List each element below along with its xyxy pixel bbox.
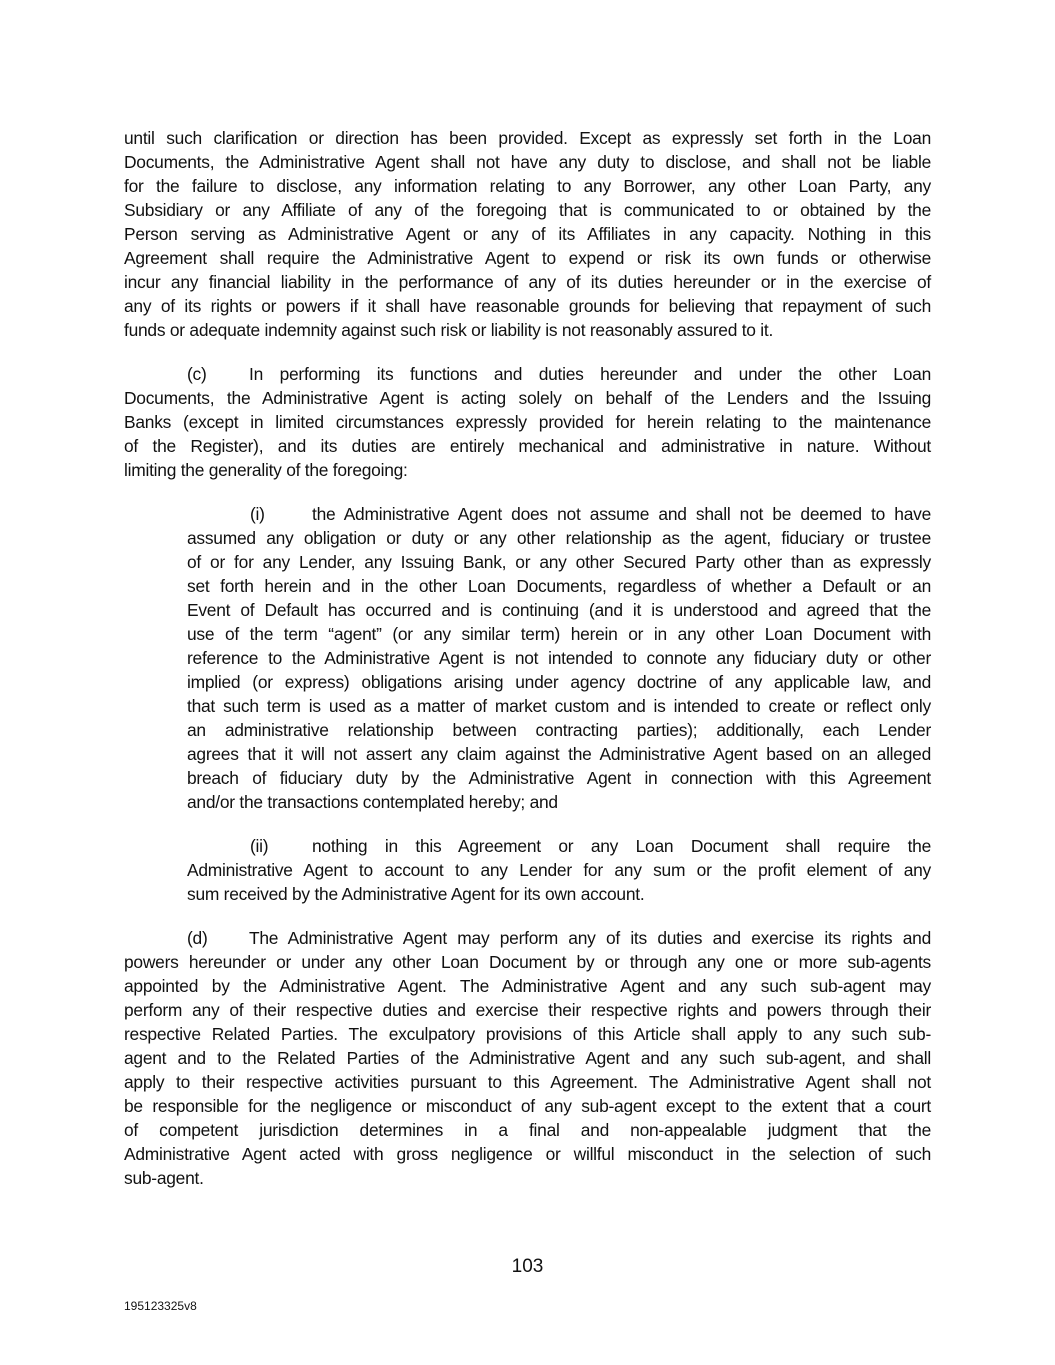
- paragraph: [187, 502, 931, 814]
- text-line: [187, 834, 931, 858]
- text-line: funds or adequate indemnity against such risk or liability is not reasonably assured to it.: [124, 320, 774, 340]
- text-line: an administrative relationship between contracting parties); additionally, each Lender: [187, 720, 931, 740]
- text-line: of the Register), and its duties are entirely mechanical and administrative in nature. Without: [124, 436, 931, 456]
- text-line: set forth herein and in the other Loan Documents, regardless of whether a Default or an: [187, 576, 931, 596]
- paragraph: [187, 834, 931, 906]
- text-line: for the failure to disclose, any information relating to any Borrower, any other Loan Party, any: [124, 176, 931, 196]
- paragraph: [124, 126, 931, 342]
- text-line: Event of Default has occurred and is continuing (and it is understood and agreed that the: [187, 600, 931, 620]
- text-line: limiting the generality of the foregoing:: [124, 460, 408, 480]
- text-line: any of its rights or powers if it shall have reasonable grounds for believing that repayment of such: [124, 296, 931, 316]
- text-line: breach of fiduciary duty by the Administrative Agent in connection with this Agreement: [187, 768, 931, 788]
- text-line: Administrative Agent to account to any Lender for any sum or the profit element of any: [187, 860, 931, 880]
- text-line: [124, 362, 931, 386]
- text-line: that such term is used as a matter of market custom and is intended to create or reflect only: [187, 696, 931, 716]
- paragraph-label: (ii): [250, 836, 269, 856]
- document-id: 195123325v8: [124, 1299, 197, 1313]
- text-line: agrees that it will not assert any claim against the Administrative Agent based on an alleged: [187, 744, 931, 764]
- text-line: [187, 502, 931, 526]
- paragraph: [124, 362, 931, 482]
- text-line: powers hereunder or under any other Loan Document by or through any one or more sub-agents: [124, 952, 931, 972]
- text-line: use of the term “agent” (or any similar term) herein or in any other Loan Document with: [187, 624, 931, 644]
- text-line: be responsible for the negligence or misconduct of any sub-agent except to the extent that a court: [124, 1096, 931, 1116]
- text-line: respective Related Parties. The exculpatory provisions of this Article shall apply to any such sub-: [124, 1024, 931, 1044]
- text-line: Administrative Agent acted with gross negligence or willful misconduct in the selection of such: [124, 1144, 931, 1164]
- text-line: Banks (except in limited circumstances expressly provided for herein relating to the maintenance: [124, 412, 931, 432]
- paragraph-label: (c): [187, 364, 207, 384]
- text-line-content: nothing in this Agreement or any Loan Document shall require the: [312, 836, 931, 856]
- text-line: sum received by the Administrative Agent for its own account.: [187, 884, 645, 904]
- text-line: Agreement shall require the Administrative Agent to expend or risk its own funds or otherwise: [124, 248, 931, 268]
- text-line: implied (or express) obligations arising under agency doctrine of any applicable law, and: [187, 672, 931, 692]
- text-line: Documents, the Administrative Agent is acting solely on behalf of the Lenders and the Issuing: [124, 388, 931, 408]
- text-line: and/or the transactions contemplated hereby; and: [187, 792, 558, 812]
- text-line: assumed any obligation or duty or any other relationship as the agent, fiduciary or trustee: [187, 528, 931, 548]
- paragraph-label: (d): [187, 928, 208, 948]
- document-body: [124, 126, 931, 1210]
- text-line: perform any of their respective duties and exercise their respective rights and powers through their: [124, 1000, 931, 1020]
- text-line: sub-agent.: [124, 1168, 204, 1188]
- text-line: of competent jurisdiction determines in a final and non-appealable judgment that the: [124, 1120, 931, 1140]
- text-line: Subsidiary or any Affiliate of any of the foregoing that is communicated to or obtained by the: [124, 200, 931, 220]
- text-line-content: In performing its functions and duties hereunder and under the other Loan: [249, 364, 931, 384]
- text-line: reference to the Administrative Agent is not intended to connote any fiduciary duty or other: [187, 648, 931, 668]
- text-line: Person serving as Administrative Agent or any of its Affiliates in any capacity. Nothing in this: [124, 224, 931, 244]
- paragraph-label: (i): [250, 504, 265, 524]
- text-line: apply to their respective activities pursuant to this Agreement. The Administrative Agent shall not: [124, 1072, 931, 1092]
- text-line: [124, 926, 931, 950]
- text-line: appointed by the Administrative Agent. The Administrative Agent and any such sub-agent may: [124, 976, 931, 996]
- text-line: agent and to the Related Parties of the Administrative Agent and any such sub-agent, and shall: [124, 1048, 931, 1068]
- text-line: until such clarification or direction has been provided. Except as expressly set forth in the Loan: [124, 128, 931, 148]
- text-line-content: the Administrative Agent does not assume and shall not be deemed to have: [312, 504, 931, 524]
- text-line: Documents, the Administrative Agent shall not have any duty to disclose, and shall not be liable: [124, 152, 931, 172]
- text-line: of or for any Lender, any Issuing Bank, or any other Secured Party other than as expressly: [187, 552, 931, 572]
- text-line-content: The Administrative Agent may perform any of its duties and exercise its rights and: [249, 928, 931, 948]
- paragraph: [124, 926, 931, 1190]
- text-line: incur any financial liability in the performance of any of its duties hereunder or in the exercise of: [124, 272, 931, 292]
- page-number: 103: [511, 1256, 544, 1277]
